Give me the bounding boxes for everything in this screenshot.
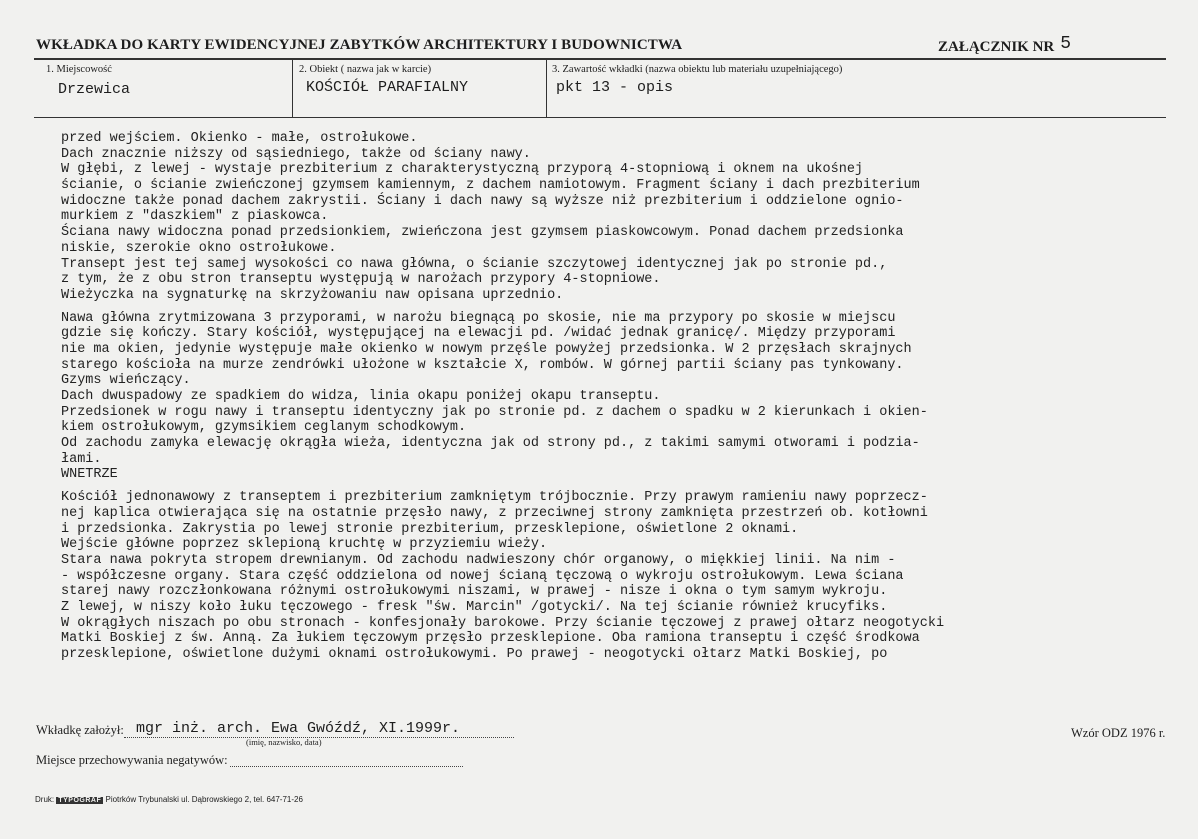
annex-number-block xyxy=(938,34,1072,57)
text-line: Z lewej, w niszy koło łuku tęczowego - fresk "św. Marcin" /gotycki/. Na tej ścianie również krucyfiks. xyxy=(61,599,888,615)
text-line: Przedsionek w rogu nawy i transeptu identyczny jak po stronie pd. z dachem o spadku w 2 kierunkach i okien- xyxy=(61,404,928,420)
object-label: 2. Obiekt ( nazwa jak w karcie) xyxy=(299,64,432,75)
text-line: z tym, że z obu stron transeptu występują w narożach przypory 4-stopniowe. xyxy=(61,272,661,288)
text-line: nej kaplica otwierająca się na ostatnie przęsło nawy, z przeciwnej strony zamknięta przestrzeń ob. kotłowni xyxy=(61,505,928,521)
text-line: przed wejściem. Okienko - małe, ostrołukowe. xyxy=(61,131,418,146)
form-title: WKŁADKA DO KARTY EWIDENCYJNEJ ZABYTKÓW ARCHITEKTURY I BUDOWNICTWA xyxy=(36,37,683,53)
text-line: łami. xyxy=(61,451,102,467)
text-line: ścianie, o ścianie zwieńczonej gzymsem kamiennym, z dachem namiotowym. Fragment ściany i dach prezbiterium xyxy=(61,178,920,194)
text-line: Matki Boskiej z św. Anną. Za łukiem tęczowym przęsło przesklepione. Oba ramiona transeptu i część środkowa xyxy=(61,631,920,647)
text-line: - współczesne organy. Stara część oddzielona od nowej ścianą tęczową o wykroju ostrołukowym. Lewa ściana xyxy=(61,568,904,584)
paragraph-gap xyxy=(61,304,1161,311)
author-label: Wkładkę założył: xyxy=(36,723,124,737)
text-line: Wieżyczka na sygnaturkę na skrzyżowaniu naw opisana uprzednio. xyxy=(61,287,564,303)
header-top-rule xyxy=(34,58,1166,60)
text-line: niskie, szerokie okno ostrołukowe. xyxy=(61,240,337,256)
text-line: starej nawy rozczłonkowana różnymi ostrołukowymi niszami, w prawej - nisze i okna o tym samym wykroju. xyxy=(61,584,888,600)
author-hint: (imię, nazwisko, data) xyxy=(246,737,322,747)
print-prefix: Druk: xyxy=(35,795,55,804)
text-line: widoczne także ponad dachem zakrystii. Ściany i dach nawy są wyższe niż prezbiterium i oddzielone ognio- xyxy=(61,193,904,209)
pattern-note: Wzór ODZ 1976 r. xyxy=(1071,726,1166,740)
header-bottom-rule xyxy=(34,117,1166,118)
text-line: Stara nawa pokryta stropem drewnianym. Od zachodu nadwieszony chór organowy, o miękkiej linii. Na nim - xyxy=(61,552,896,568)
storage-dotted-line xyxy=(230,766,463,767)
printer-logo: TYPOGRAF xyxy=(58,797,102,804)
print-text: Piotrków Trybunalski ul. Dąbrowskiego 2, tel. 647-71-26 xyxy=(105,795,303,804)
text-line: przesklepione, oświetlone dużymi oknami ostrołukowymi. Po prawej - neogotycki ołtarz Matki Boskiej, po xyxy=(61,647,888,662)
description-text xyxy=(61,131,1161,663)
object-value: KOŚCIÓŁ PARAFIALNY xyxy=(306,79,469,96)
text-line: Wejście główne poprzez sklepioną kruchtę w przyziemiu wieży. xyxy=(61,537,548,553)
header-divider-1 xyxy=(292,59,293,117)
contents-value: pkt 13 - opis xyxy=(556,79,674,96)
text-line: i przedsionka. Zakrystia po lewej stronie prezbiterium, przesklepione, oświetlone 2 oknami. xyxy=(61,521,799,537)
locality-label: 1. Miejscowość xyxy=(46,64,112,75)
printer-imprint xyxy=(35,795,303,804)
header-divider-2 xyxy=(546,59,547,117)
text-line: Dach dwuspadowy ze spadkiem do widza, linia okapu poniżej okapu transeptu. xyxy=(61,389,661,404)
text-line: Ściana nawy widoczna ponad przedsionkiem, zwieńczona jest gzymsem piaskowcowym. Ponad dachem przedsionka xyxy=(61,225,904,241)
text-line: W okrągłych niszach po obu stronach - konfesjonały barokowe. Przy ścianie tęczowej z prawej ołtarz neogotycki xyxy=(61,615,945,631)
text-line: murkiem z "daszkiem" z piaskowca. xyxy=(61,209,329,225)
text-line: W głębi, z lewej - wystaje prezbiterium z charakterystyczną przyporą 4-stopniową i oknem na ukośnej xyxy=(61,162,864,178)
storage-label: Miejsce przechowywania negatywów: xyxy=(36,753,228,767)
text-line: WNETRZE xyxy=(61,467,118,483)
text-line: Nawa główna zrytmizowana 3 przyporami, w narożu biegnącą po skosie, nie ma przypory po skosie w miejscu xyxy=(61,310,896,326)
text-line: Gzyms wieńczący. xyxy=(61,373,191,389)
locality-value: Drzewica xyxy=(58,81,131,98)
text-line: kiem ostrołukowym, gzymsikiem ceglanym schodkowym. xyxy=(61,420,467,436)
contents-label: 3. Zawartość wkładki (nazwa obiektu lub materiału uzupełniającego) xyxy=(552,64,843,75)
text-line: Od zachodu zamyka elewację okrągła wieża, identyczna jak od strony pd., z takimi samymi otworami i podzia- xyxy=(61,436,920,452)
text-line: gdzie się kończy. Stary kościół, występującej na elewacji pd. /widać jednak granicę/. Między przyporami xyxy=(61,326,896,342)
text-line: starego kościoła na murze zendrówki ułożone w kształcie X, rombów. W górnej partii ściany pas tynkowany. xyxy=(61,357,904,373)
author-value: mgr inż. arch. Ewa Gwóźdź, XI.1999r. xyxy=(136,720,461,737)
text-line: Dach znacznie niższy od sąsiedniego, także od ściany nawy. xyxy=(61,146,531,162)
text-line: nie ma okien, jedynie występuje małe okienko w nowym przęśle powyżej przedsionka. W 2 przęsłach skrajnych xyxy=(61,341,912,357)
text-line: Transept jest tej samej wysokości co nawa główna, o ścianie szczytowej identycznej jak po stronie pd., xyxy=(61,256,888,272)
paragraph-gap xyxy=(61,483,1161,490)
annex-number: 5 xyxy=(1060,34,1072,54)
annex-label: ZAŁĄCZNIK NR xyxy=(938,39,1055,55)
text-line: Kościół jednonawowy z transeptem i prezbiterium zamkniętym trójbocznie. Przy prawym ramieniu nawy poprzecz- xyxy=(61,490,928,506)
